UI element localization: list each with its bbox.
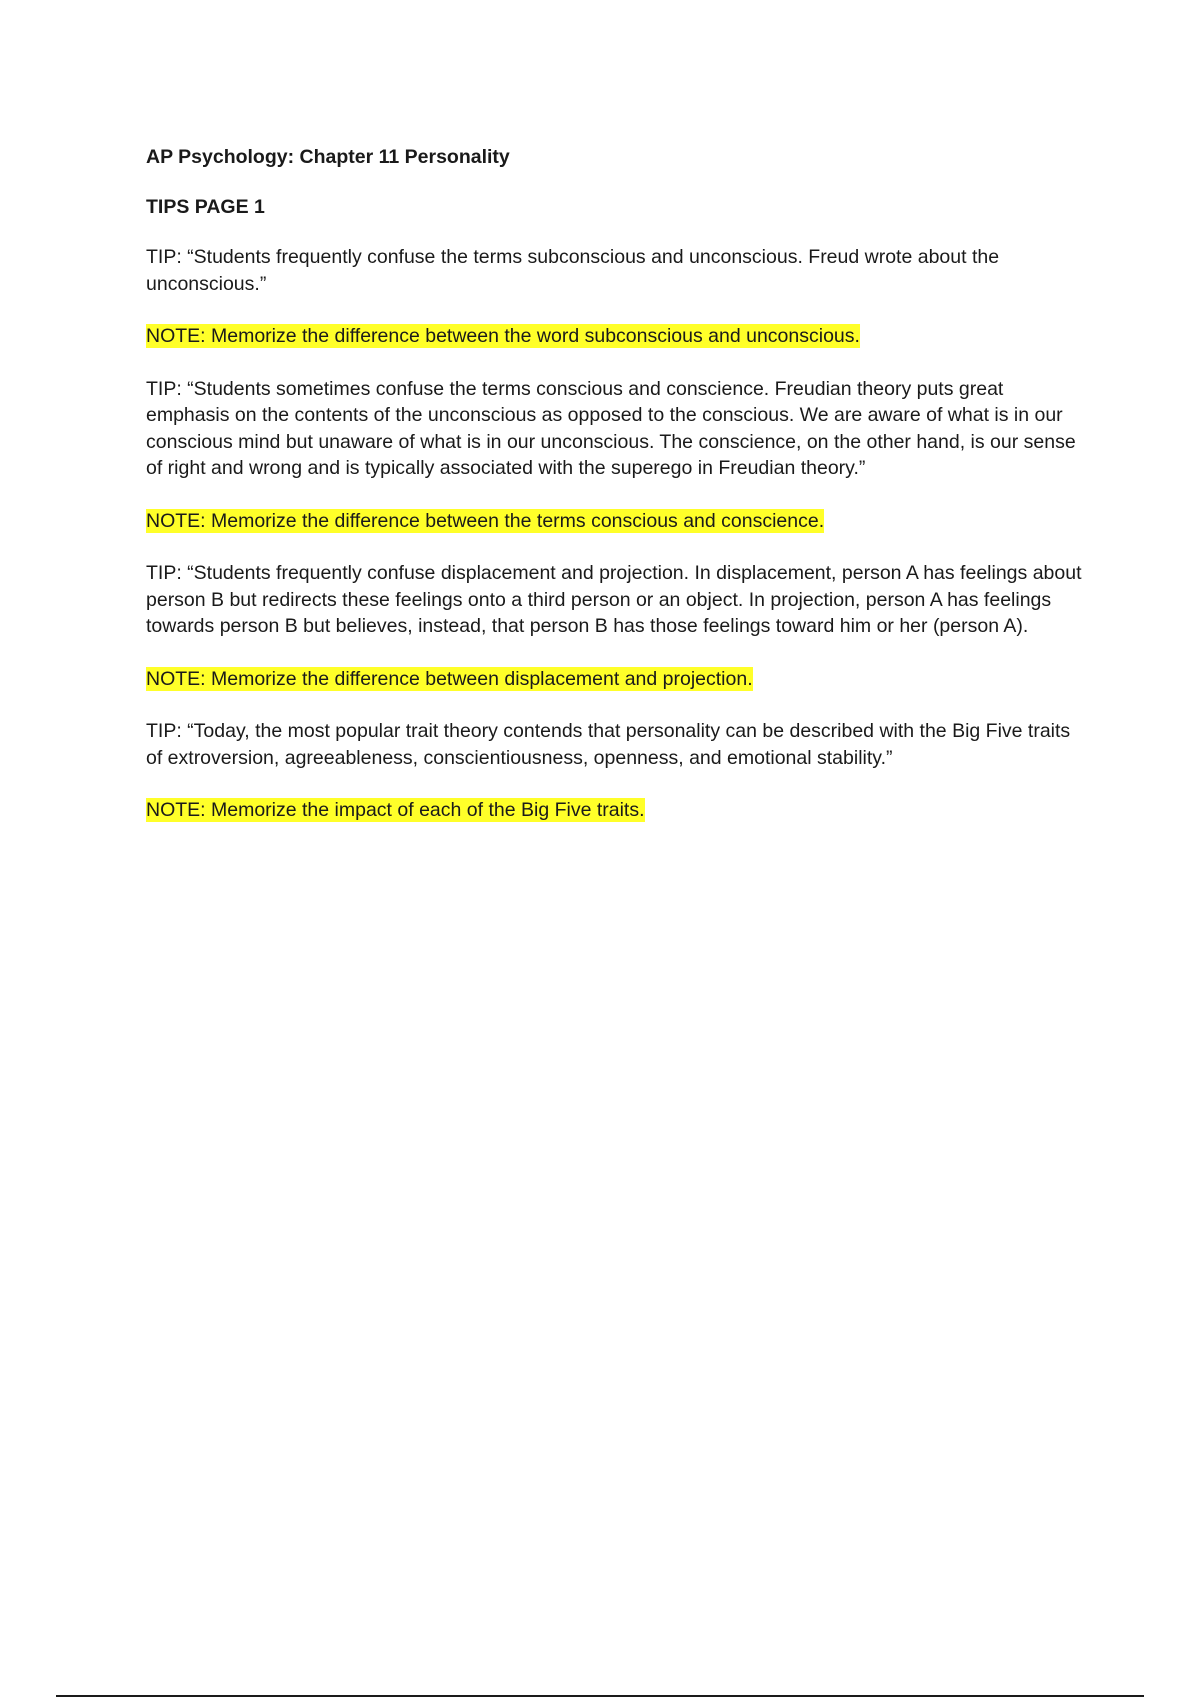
- note-paragraph-2: [146, 508, 1086, 535]
- document-title: AP Psychology: Chapter 11 Personality: [146, 146, 510, 168]
- tip-paragraph-4: TIP: “Today, the most popular trait theory contends that personality can be described with the Big Five traits of extroversion, agreeableness, conscientiousness, openness, and emotional stability.”: [146, 720, 1071, 769]
- bottom-divider: [56, 1695, 1144, 1697]
- document-page: [146, 144, 1086, 850]
- tip-paragraph-2: TIP: “Students sometimes confuse the terms conscious and conscience. Freudian theory puts great emphasis on the contents of the unconscious as opposed to the conscious. We are aware of what is in our conscious mind but unaware of what is in our unconscious. The conscience, on the other hand, is our sense of right and wrong and is typically associated with the superego in Freudian theory.”: [146, 377, 1076, 479]
- document-subtitle: TIPS PAGE 1: [146, 196, 265, 218]
- tip-paragraph-3: TIP: “Students frequently confuse displacement and projection. In displacement, person A has feelings about person B but redirects these feelings onto a third person or an object. In projection, person A has feelings towards person B but believes, instead, that person B has those feelings toward him or her (person A).: [146, 562, 1082, 637]
- note-paragraph-3: [146, 666, 1086, 693]
- tip-paragraph-1: TIP: “Students frequently confuse the terms subconscious and unconscious. Freud wrote about the unconscious.”: [146, 246, 1000, 295]
- note-paragraph-4: [146, 797, 1086, 824]
- note-highlight-3: NOTE: Memorize the difference between displacement and projection.: [146, 667, 753, 690]
- note-highlight-2: NOTE: Memorize the difference between the terms conscious and conscience.: [146, 509, 825, 532]
- note-paragraph-1: [146, 323, 1086, 350]
- note-highlight-1: NOTE: Memorize the difference between the word subconscious and unconscious.: [146, 325, 860, 347]
- note-highlight-4: NOTE: Memorize the impact of each of the Big Five traits.: [146, 799, 645, 821]
